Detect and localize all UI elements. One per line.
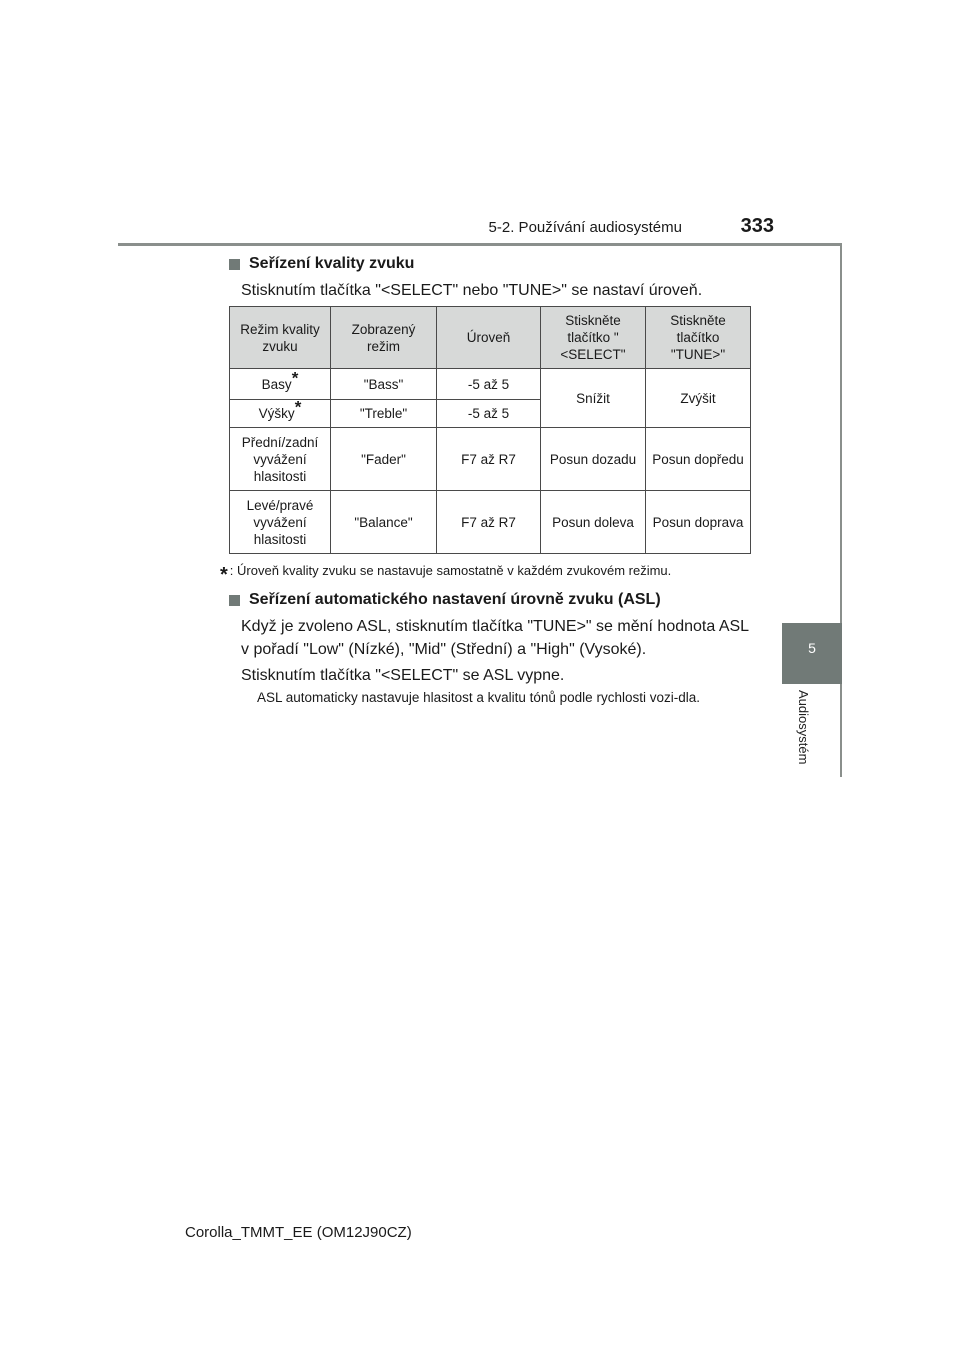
table-header-cell: Stiskněte tlačítko "TUNE>" bbox=[646, 307, 751, 369]
table-row bbox=[230, 369, 751, 400]
page-number: 333 bbox=[740, 215, 774, 237]
table-cell-tune: Posun doprava bbox=[646, 491, 751, 554]
table-header-row bbox=[230, 307, 751, 369]
table-header-cell: Úroveň bbox=[437, 307, 541, 369]
table-cell-level: F7 až R7 bbox=[437, 428, 541, 491]
chapter-tab-label: Audiosystém bbox=[796, 690, 811, 765]
table-cell-display: "Treble" bbox=[331, 400, 437, 428]
table-cell-display: "Fader" bbox=[331, 428, 437, 491]
table-cell-display: "Balance" bbox=[331, 491, 437, 554]
sound-quality-heading bbox=[229, 255, 414, 273]
document-id: Corolla_TMMT_EE (OM12J90CZ) bbox=[185, 1224, 412, 1241]
table-header-cell: Stiskněte tlačítko "<SELECT" bbox=[541, 307, 646, 369]
table-cell-mode: Levé/pravé vyvážení hlasitosti bbox=[230, 491, 331, 554]
table-row bbox=[230, 491, 751, 554]
table-footnote bbox=[220, 563, 760, 587]
chapter-tab-number: 5 bbox=[808, 640, 816, 656]
table-cell-select: Posun doleva bbox=[541, 491, 646, 554]
table-cell-mode: Přední/zadní vyvážení hlasitosti bbox=[230, 428, 331, 491]
asl-heading-text: Seřízení automatického nastavení úrovně zvuku (ASL) bbox=[249, 591, 661, 608]
asl-paragraph-1: Když je zvoleno ASL, stisknutím tlačítka "TUNE>" se mění hodnota ASL v pořadí "Low" (Nízké), "Mid" (Střední) a "High" (Vysoké). bbox=[241, 618, 749, 658]
header-divider bbox=[118, 243, 842, 246]
table-cell-mode bbox=[230, 369, 331, 400]
asl-note: ASL automaticky nastavuje hlasitost a kvalitu tónů podle rychlosti vozi-dla. bbox=[257, 690, 700, 705]
table-cell-tune: Zvýšit bbox=[646, 369, 751, 428]
square-bullet-icon bbox=[229, 259, 240, 270]
side-divider bbox=[840, 245, 842, 777]
asl-heading bbox=[229, 591, 661, 609]
table-cell-select: Posun dozadu bbox=[541, 428, 646, 491]
mode-text: Výšky bbox=[258, 406, 295, 421]
table-cell-mode bbox=[230, 397, 331, 428]
table-header-cell: Režim kvality zvuku bbox=[230, 307, 331, 369]
asterisk-mark: * bbox=[294, 397, 302, 417]
asl-paragraph-2: Stisknutím tlačítka "<SELECT" se ASL vypne. bbox=[241, 667, 565, 684]
sound-quality-table bbox=[229, 306, 751, 554]
table-row bbox=[230, 428, 751, 491]
table-cell-tune: Posun dopředu bbox=[646, 428, 751, 491]
table-cell-level: F7 až R7 bbox=[437, 491, 541, 554]
square-bullet-icon bbox=[229, 595, 240, 606]
table-cell-select: Snížit bbox=[541, 369, 646, 428]
sound-quality-heading-text: Seřízení kvality zvuku bbox=[249, 255, 415, 272]
footnote-text: : Úroveň kvality zvuku se nastavuje samostatně v každém zvukovém režimu. bbox=[229, 563, 672, 578]
table-cell-display: "Bass" bbox=[331, 369, 437, 400]
mode-text: Basy bbox=[261, 376, 292, 392]
sound-quality-instruction: Stisknutím tlačítka "<SELECT" nebo "TUNE>" se nastaví úroveň. bbox=[241, 282, 703, 299]
section-title: 5-2. Používání audiosystému bbox=[488, 219, 682, 236]
table-header-cell: Zobrazený režim bbox=[331, 307, 437, 369]
table-cell-level: -5 až 5 bbox=[437, 369, 541, 400]
table-cell-level: -5 až 5 bbox=[437, 400, 541, 428]
asterisk-mark: * bbox=[291, 368, 299, 387]
footnote-asterisk: * bbox=[220, 564, 228, 586]
